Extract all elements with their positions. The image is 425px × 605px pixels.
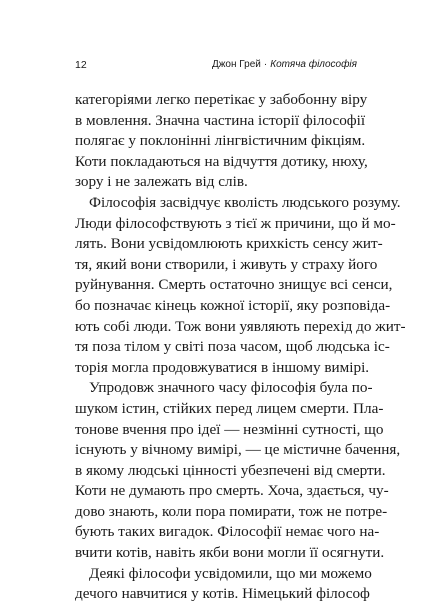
- text-line: руйнування. Смерть остаточно знищує всі сенси,: [75, 276, 393, 294]
- text-line: вчити котів, навіть якби вони могли її осягнути.: [75, 544, 385, 562]
- running-head: [212, 58, 357, 72]
- text-line: Деякі філософи усвідомили, що ми можемо: [89, 564, 372, 582]
- text-line: дечого навчитися у котів. Німецький філософ: [75, 585, 370, 603]
- text-line: тонове вчення про ідеї — незмінні сутності, що: [75, 420, 384, 438]
- paragraph: [75, 564, 372, 605]
- text-line: категоріями легко перетікає у забобонну віру: [75, 91, 368, 108]
- text-line: дово знають, коли пора помирати, тож не потре-: [75, 502, 388, 520]
- text-line: лять. Вони усвідомлюють крихкість сенсу жит-: [75, 235, 383, 253]
- text-line: існують у вічному вимірі, — це містичне бачення,: [75, 441, 401, 459]
- text-line: тя, який вони створили, і живуть у страху його: [75, 255, 378, 273]
- paragraph: [75, 193, 406, 378]
- running-head-author: Джон Грей: [211, 59, 261, 70]
- text-line: полягає у поклонінні лінгвістичним фікціям.: [75, 132, 366, 150]
- running-head-separator: ·: [263, 59, 268, 70]
- text-line: Люди філософствують з тієї ж причини, що й мо-: [75, 214, 396, 232]
- body-text: [75, 90, 406, 605]
- text-line: Упродовж значного часу філософія була по-: [89, 379, 373, 397]
- page-number: 12: [75, 59, 87, 71]
- running-head-book-title: Котяча філософія: [270, 59, 357, 70]
- text-line: торія могла продовжуватися в іншому вимірі.: [75, 358, 370, 376]
- text-line: зору і не залежать від слів.: [75, 173, 248, 191]
- text-line: Коти покладаються на відчуття дотику, нюху,: [75, 152, 368, 170]
- paragraph: [75, 90, 368, 193]
- text-line: в якому людські цінності убезпечені від смерти.: [75, 461, 386, 479]
- paragraph: [75, 378, 401, 563]
- text-line: в мовлення. Значна частина історії філософії: [75, 111, 366, 129]
- text-line: бо позначає кінець кожної історії, яку розповіда-: [75, 296, 391, 314]
- text-line: Філософія засвідчує кволість людського розуму.: [89, 193, 401, 211]
- text-line: Коти не думають про смерть. Хоча, здається, чу-: [75, 482, 389, 500]
- text-line: ють собі люди. Тож вони уявляють перехід до жит-: [75, 317, 406, 335]
- text-line: шуком істин, стійких перед лицем смерти. Пла-: [75, 399, 384, 417]
- page-header: [75, 58, 357, 72]
- text-line: тя поза тілом у світі поза часом, щоб людська іс-: [75, 338, 390, 356]
- text-line: бують таких вигадок. Філософії немає чого на-: [75, 523, 380, 541]
